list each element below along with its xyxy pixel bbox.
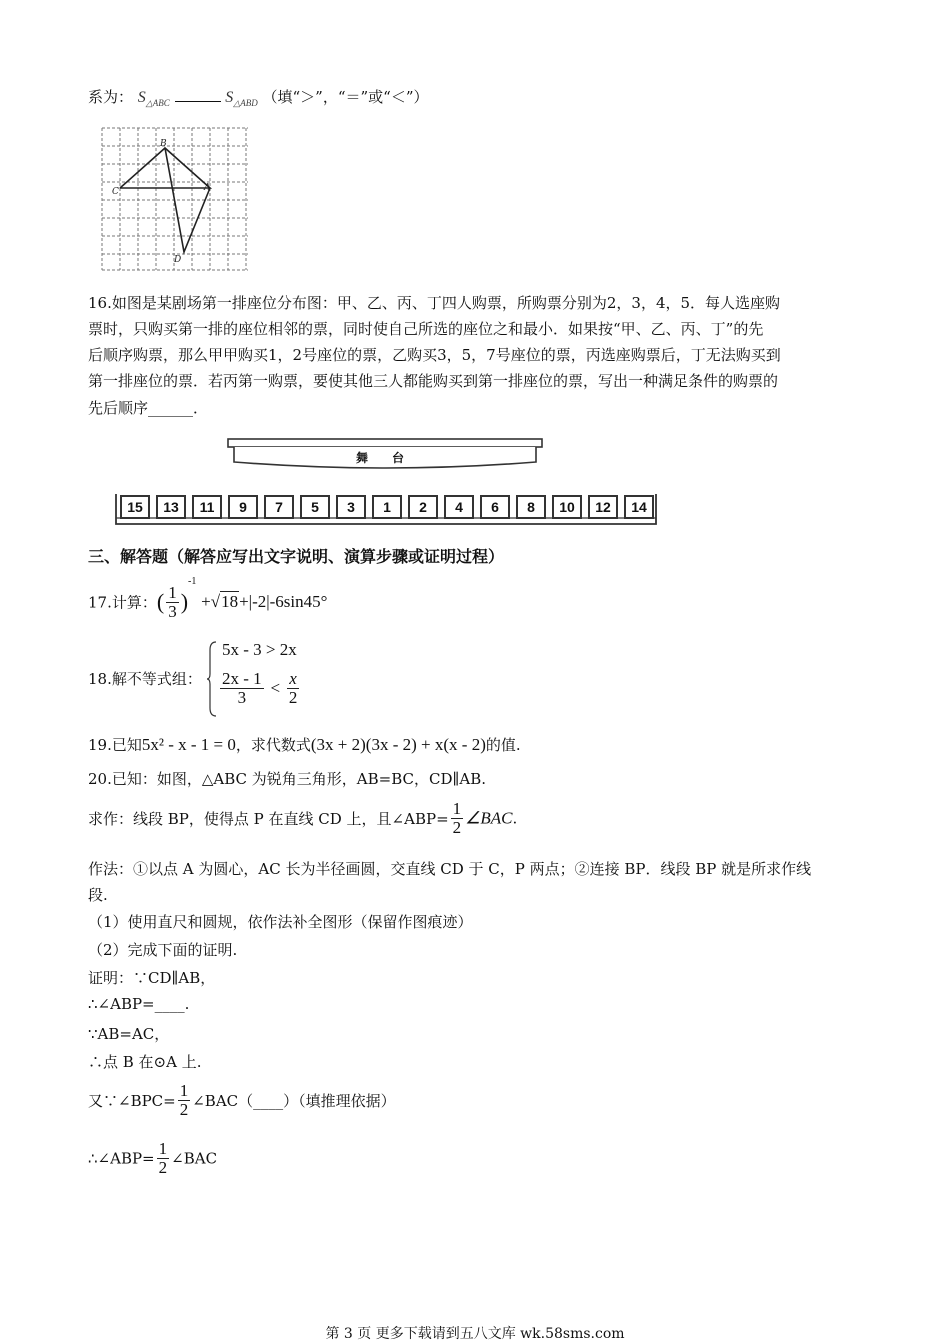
- seat-3: 3: [336, 495, 366, 519]
- seat-12: 12: [588, 495, 618, 519]
- system-brace: [206, 640, 218, 718]
- section-3-title: 三、解答题（解答应写出文字说明、演算步骤或证明过程）: [88, 547, 505, 566]
- proof-line-4: ∴点 B 在⊙A 上.: [88, 1053, 202, 1071]
- proof-line-3: ∵AB=AC，: [88, 1025, 170, 1043]
- q20-part-2: （2）完成下面的证明.: [88, 941, 238, 959]
- q20-given: 20.已知：如图，△ABC 为锐角三角形，AB=BC，CD∥AB.: [88, 770, 487, 788]
- point-label-a: A: [204, 183, 211, 193]
- seat-4: 4: [444, 495, 474, 519]
- seat-5: 5: [300, 495, 330, 519]
- q20-method-line-1: 作法：①以点 A 为圆心，AC 长为半径画圆，交直线 CD 于 C，P 两点；②连接 BP．线段 BP 就是所求作线: [88, 860, 812, 878]
- seat-15: 15: [120, 495, 150, 519]
- seat-14: 14: [624, 495, 654, 519]
- proof-line-1: 证明：∵CD∥AB，: [88, 969, 216, 987]
- answer-blank-q15[interactable]: [175, 87, 221, 102]
- seat-1: 1: [372, 495, 402, 519]
- proof-line-6: ∴∠ABP= $\frac{1}{2}$ ∠BAC: [88, 1139, 218, 1177]
- q19: 19.已知5x² - x - 1 = 0，求代数式(3x + 2)(3x - 2) + x(x - 2)的值.: [88, 735, 521, 754]
- q18-prefix: 18.解不等式组：: [88, 670, 202, 688]
- inequality-1: 5x - 3 > 2x: [222, 640, 297, 659]
- point-label-d: D: [174, 255, 182, 265]
- seat-13: 13: [156, 495, 186, 519]
- q16-line-3: 后顺序购票，那么甲甲购买1，2号座位的票，乙购买3，5，7号座位的票，丙选座购票后，丁无法购买到: [88, 346, 781, 364]
- proof-line-2: ∴∠ABP=____.: [88, 995, 190, 1013]
- seat-8: 8: [516, 495, 546, 519]
- seat-9: 9: [228, 495, 258, 519]
- seat-11: 11: [192, 495, 222, 519]
- seat-6: 6: [480, 495, 510, 519]
- q20-method-line-2: 段.: [88, 886, 108, 904]
- q16-line-2: 票时，只购买第一排的座位相邻的票，同时使自己所选的座位之和最小．如果按“甲、乙、丙、丁”的先: [88, 320, 764, 338]
- inequality-2: $\frac{2x - 1}{3}$ < $\frac{x}{2}$: [222, 669, 298, 707]
- page-footer: 第 3 页 更多下载请到五八文库 wk.58sms.com: [325, 1326, 625, 1342]
- point-label-c: C: [112, 187, 119, 197]
- stage-label: 舞 台: [356, 451, 405, 465]
- q16-line-4: 第一排座位的票．若丙第一购票，要使其他三人都能购买到第一排座位的票，写出一种满足条件的购票的: [88, 372, 779, 390]
- seat-2: 2: [408, 495, 438, 519]
- q17: 17.计算：( $\frac{1}{3}$ )$^{-1}$ +√18+|-2|-6sin45°: [88, 576, 328, 621]
- seat-7: 7: [264, 495, 294, 519]
- q20-construct: 求作：线段 BP，使得点 P 在直线 CD 上，且∠ABP= $\frac{1}{2}$ ∠BAC.: [88, 799, 518, 837]
- q20-part-1: （1）使用直尺和圆规，依作法补全图形（保留作图痕迹）: [88, 913, 473, 931]
- q15-grid-figure: [98, 124, 258, 274]
- q15-answer-line: 系为： $S_{\triangle ABC}$ $S_{\triangle ABD}$ （填“＞”，“＝”或“＜”）: [88, 88, 429, 108]
- proof-line-5: 又∵∠BPC= $\frac{1}{2}$ ∠BAC（____）（填推理依据）: [88, 1081, 396, 1119]
- seat-10: 10: [552, 495, 582, 519]
- q16-line-1: 16.如图是某剧场第一排座位分布图：甲、乙、丙、丁四人购票，所购票分别为2，3，4，5．每人选座购: [88, 294, 781, 312]
- point-label-b: B: [160, 139, 167, 149]
- q16-line-5: 先后顺序______．: [88, 399, 209, 417]
